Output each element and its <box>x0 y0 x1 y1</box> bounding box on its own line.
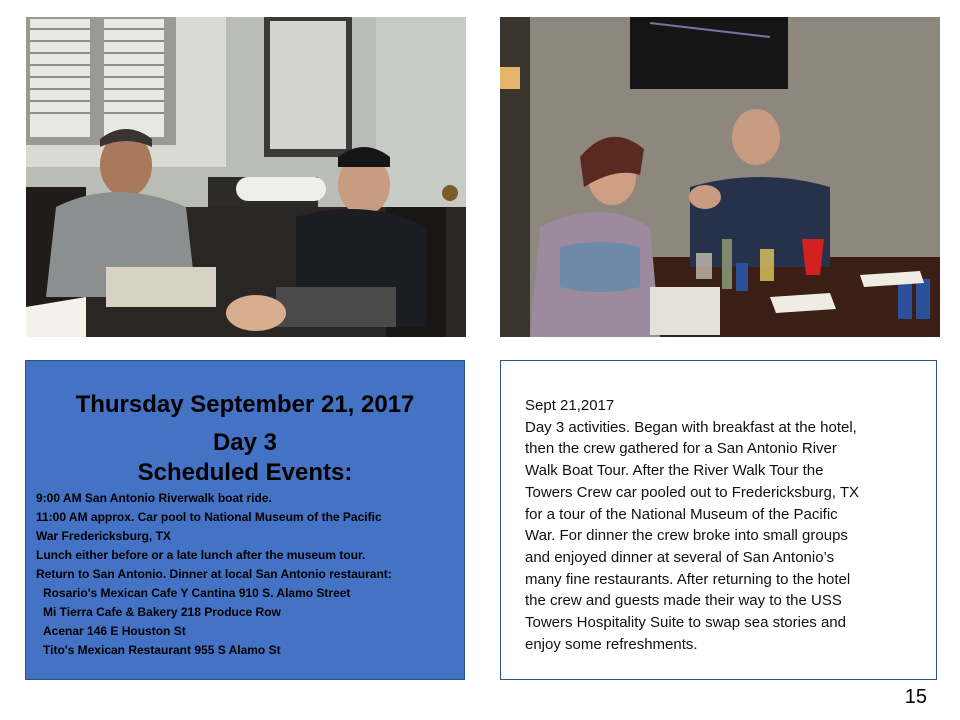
summary-text <box>525 395 925 655</box>
summary-line: War. For dinner the crew broke into small groups <box>525 527 848 545</box>
summary-line: many fine restaurants. After returning to the hotel <box>525 570 851 588</box>
restaurant-line: Tito's Mexican Restaurant 955 S Alamo St <box>43 643 281 657</box>
summary-line: the crew and guests made their way to the USS <box>525 592 842 610</box>
event-line: 11:00 AM approx. Car pool to National Museum of the Pacific <box>36 510 382 524</box>
events-date-title: Thursday September 21, 2017 <box>75 391 415 418</box>
event-line: War Fredericksburg, TX <box>36 529 171 543</box>
summary-line: Day 3 activities. Began with breakfast at the hotel, <box>525 418 857 436</box>
events-day-title: Day 3 <box>212 429 278 456</box>
photo-two-men-seated <box>26 17 466 337</box>
photo-woman-and-man-at-table <box>500 17 940 337</box>
page-number: 15 <box>904 686 927 708</box>
events-list <box>36 489 464 660</box>
summary-line: then the crew gathered for a San Antonio River <box>525 440 837 458</box>
summary-line: Towers Hospitality Suite to swap sea stories and <box>525 614 846 632</box>
summary-line: Towers Crew car pooled out to Fredericksburg, TX <box>525 483 860 501</box>
summary-line: and enjoyed dinner at several of San Antonio’s <box>525 548 835 566</box>
day-summary-box <box>500 360 937 680</box>
summary-line: for a tour of the National Museum of the Pacific <box>525 505 838 523</box>
summary-line: Walk Boat Tour. After the River Walk Tour the <box>525 462 824 480</box>
restaurant-line: Mi Tierra Cafe & Bakery 218 Produce Row <box>43 605 281 619</box>
event-line: Lunch either before or a late lunch after the museum tour. <box>36 548 366 562</box>
scheduled-events-box <box>25 360 465 680</box>
events-heading: Scheduled Events: <box>137 459 353 486</box>
summary-line: enjoy some refreshments. <box>525 635 698 653</box>
event-line: 9:00 AM San Antonio Riverwalk boat ride. <box>36 491 272 505</box>
event-line: Return to San Antonio. Dinner at local San Antonio restaurant: <box>36 567 392 581</box>
restaurant-line: Acenar 146 E Houston St <box>43 624 186 638</box>
summary-line: Sept 21,2017 <box>525 397 615 414</box>
restaurant-line: Rosario's Mexican Cafe Y Cantina 910 S. Alamo Street <box>43 586 351 600</box>
